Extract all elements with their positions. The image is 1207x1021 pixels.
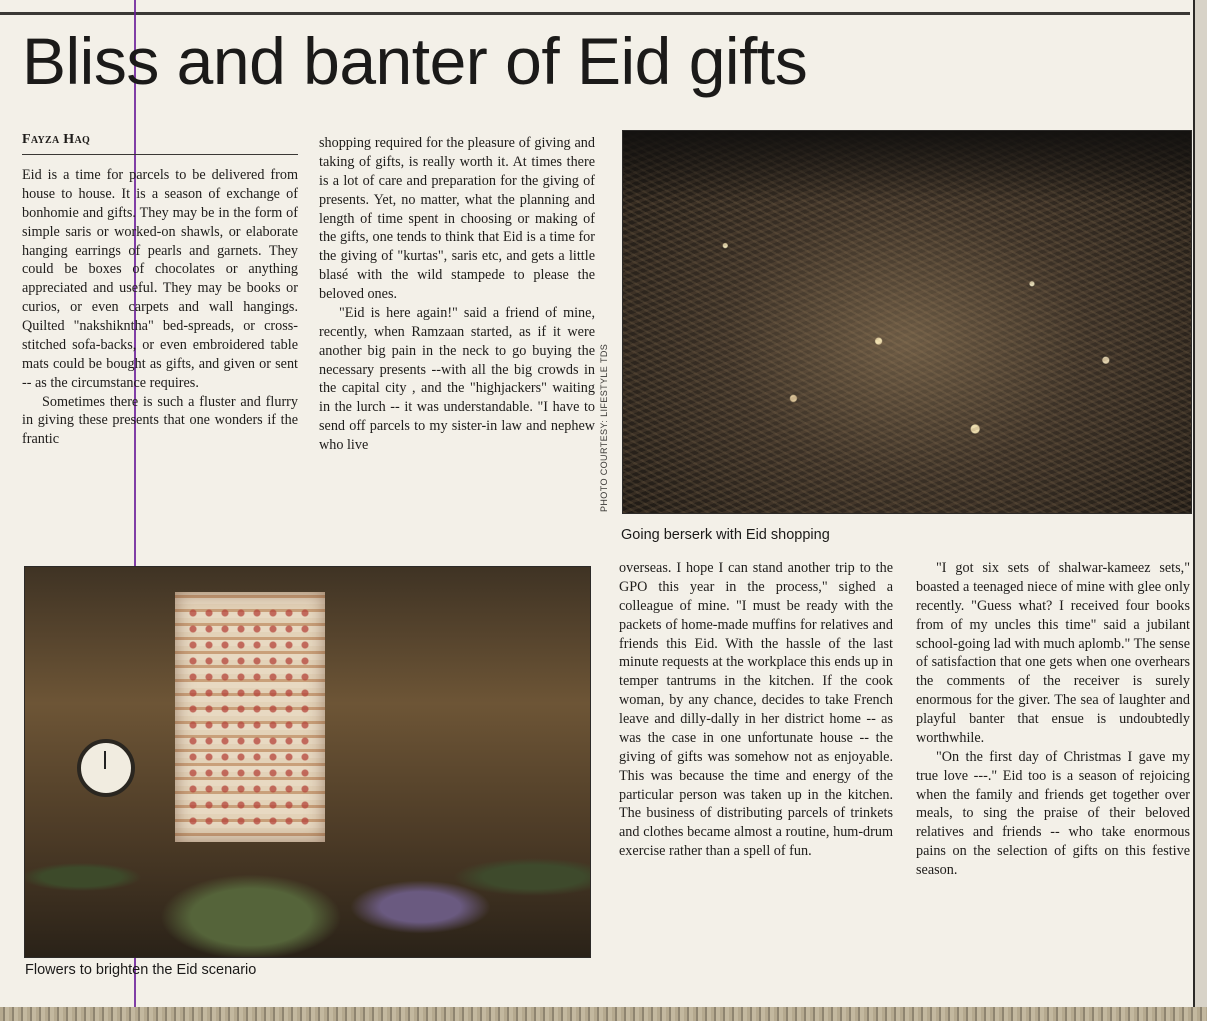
photo-credit: PHOTO COURTESY: LIFESTYLE TDS [599,343,609,512]
top-rule [0,12,1190,15]
paragraph: "On the first day of Christmas I gave my true love ---." Eid too is a season of rejoicing when the family and friends get together over meals, to sing the praise of their beloved relatives and friends -- who take enormous pains on the selection of gifts on this festive season. [916,748,1190,878]
article-column-1 [22,166,298,449]
paragraph: Sometimes there is such a fluster and flurry in giving these presents that one wonders if the frantic [22,393,298,448]
photo-shadow [623,131,1191,201]
paragraph: shopping required for the pleasure of giving and taking of gifts, is really worth it. At times there is a lot of care and preparation for the giving of presents. Yet, no matter, what the planning and length of time spent in choosing or making of the gifts, one tends to think that Eid is a time for the giving of "kurtas", saris etc, and gets a little blasé with the wild stampede to please the beloved ones. [319,135,595,302]
article-column-4 [916,559,1190,880]
paragraph: Eid is a time for parcels to be delivered from house to house. It is a season of exchange of bonhomie and gifts. They may be in the form of simple saris or worked-on shawls, or elaborate hanging earrings of pearls and garnets. They could be boxes of chocolates or anything appreciated and useful. They may be books or curios, or even carpets and wall hangings. Quilted "nakshikntha" bed-spreads, or cross-stitched sofa-backs, or even embroidered table mats could be bought as gifts, and given or sent -- as the circumstance requires. [22,167,298,391]
page-bottom-band [0,1007,1207,1021]
flowers-display-photo [24,566,591,958]
photo-caption-bottom: Flowers to brighten the Eid scenario [25,962,257,978]
paragraph: overseas. I hope I can stand another trip to the GPO this year in the process," sighed a colleague of mine. "I must be ready with the packets of home-made muffins for relatives and friends this Eid. With the hassle of the last minute requests at the workplace this ends up in temper tantrums in the kitchen. If the cook woman, by any chance, decides to take French leave and dilly-dally in her district home -- as was the case in one unfortunate house -- the giving of gifts was somehow not as enjoyable. This was because the time and energy of the particular person was taken up in the kitchen. The business of distributing parcels of trinkets and clothes became almost a routine, hum-drum exercise rather than a spell of fun. [619,560,893,860]
byline: Fayza Haq [22,132,298,155]
paragraph: "I got six sets of shalwar-kameez sets," boasted a teenaged niece of mine with glee only recently. "Guess what? I received four books from of my uncles this time" said a jubilant school-going lad with much aplomb." The sense of satisfaction that one gets when one overhears the comments of the receiver is surely enormous for the giver. The sea of laughter and playful banter that ensue is undoubtedly worthwhile. [916,560,1190,746]
headline: Bliss and banter of Eid gifts [22,24,808,98]
article-column-2 [319,134,595,455]
clock-icon [77,739,135,797]
eid-shopping-crowd-photo [622,130,1192,514]
paragraph: "Eid is here again!" said a friend of mine, recently, when Ramzaan started, as if it were another big pain in the neck to go buying the necessary presents --with all the big crowds in the capital city , and the "highjackers" waiting in the lurch -- it was understandable. "I have to send off parcels to my sister-in law and nephew who live [319,304,595,453]
article-column-3 [619,559,893,861]
photo-caption-top: Going berserk with Eid shopping [621,527,830,543]
page-edge [1193,0,1207,1021]
